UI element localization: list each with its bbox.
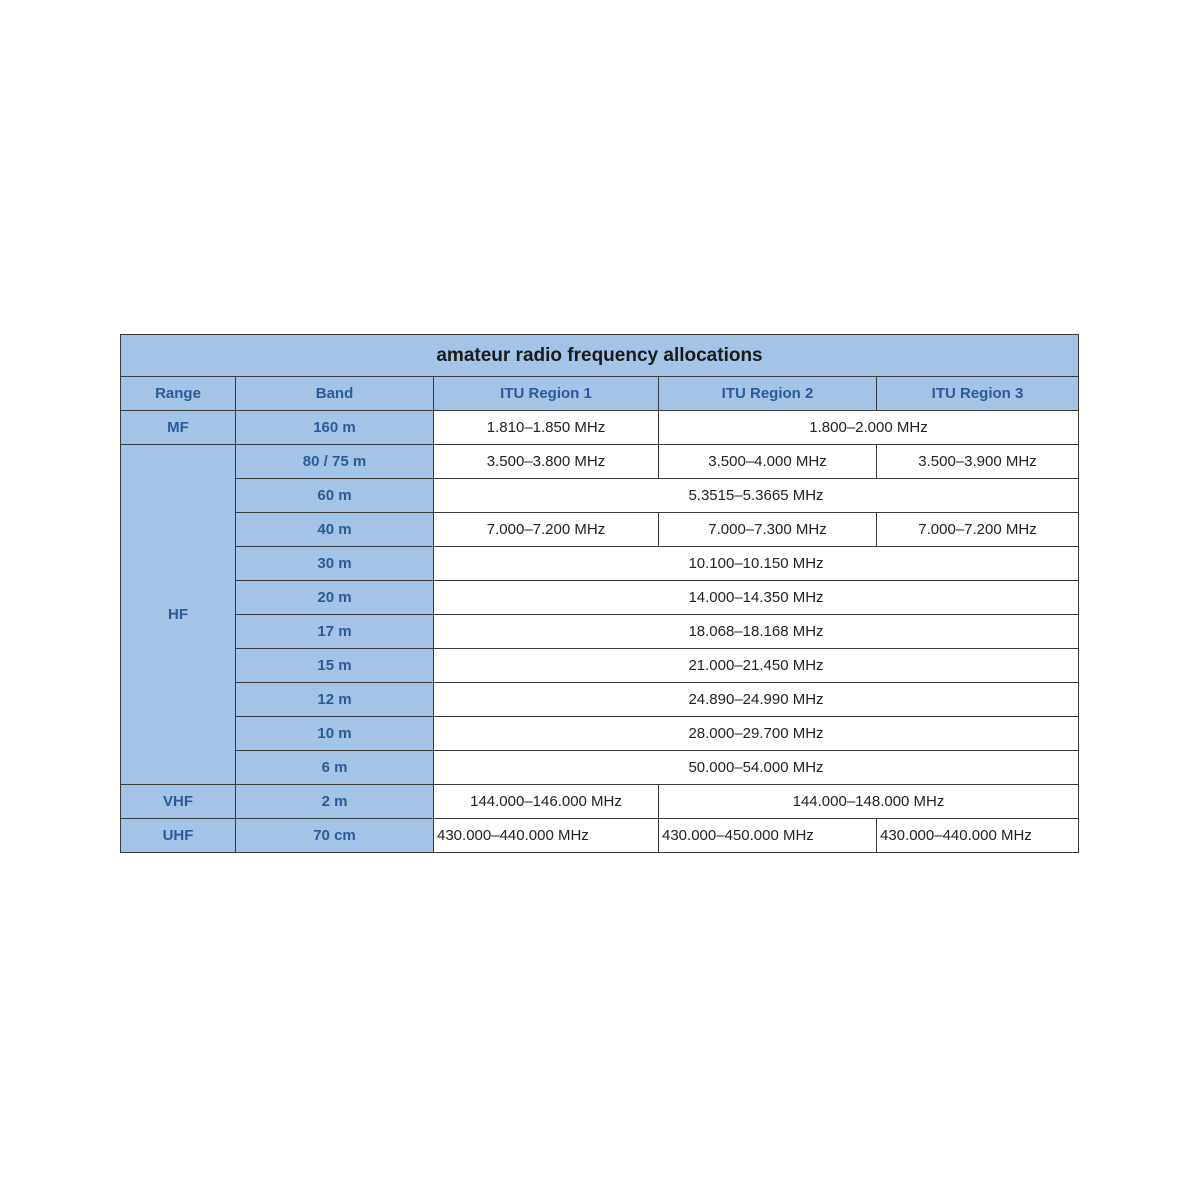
table-row xyxy=(121,411,1079,445)
all-regions-cell: 50.000–54.000 MHz xyxy=(434,751,1079,785)
title-row xyxy=(121,335,1079,377)
table-row xyxy=(121,445,1079,479)
region-2-cell: 430.000–450.000 MHz xyxy=(659,819,877,853)
table-row xyxy=(121,683,1079,717)
region-1-cell: 1.810–1.850 MHz xyxy=(434,411,659,445)
all-regions-cell: 21.000–21.450 MHz xyxy=(434,649,1079,683)
band-cell: 2 m xyxy=(236,785,434,819)
region-3-cell: 430.000–440.000 MHz xyxy=(877,819,1079,853)
all-regions-cell: 14.000–14.350 MHz xyxy=(434,581,1079,615)
region-1-cell: 144.000–146.000 MHz xyxy=(434,785,659,819)
band-cell: 40 m xyxy=(236,513,434,547)
all-regions-cell: 24.890–24.990 MHz xyxy=(434,683,1079,717)
region-1-cell: 7.000–7.200 MHz xyxy=(434,513,659,547)
header-itu-region-1: ITU Region 1 xyxy=(434,377,659,411)
table-row xyxy=(121,717,1079,751)
range-cell-hf: HF xyxy=(121,445,236,785)
table-row xyxy=(121,581,1079,615)
header-itu-region-3: ITU Region 3 xyxy=(877,377,1079,411)
range-cell-vhf: VHF xyxy=(121,785,236,819)
band-cell: 10 m xyxy=(236,717,434,751)
table-row xyxy=(121,785,1079,819)
table-row xyxy=(121,547,1079,581)
region-3-cell: 3.500–3.900 MHz xyxy=(877,445,1079,479)
range-cell-uhf: UHF xyxy=(121,819,236,853)
band-cell: 60 m xyxy=(236,479,434,513)
band-cell: 15 m xyxy=(236,649,434,683)
band-cell: 12 m xyxy=(236,683,434,717)
band-cell: 160 m xyxy=(236,411,434,445)
frequency-allocation-table xyxy=(120,334,1079,853)
band-cell: 30 m xyxy=(236,547,434,581)
band-cell: 70 cm xyxy=(236,819,434,853)
region-2-cell: 7.000–7.300 MHz xyxy=(659,513,877,547)
all-regions-cell: 18.068–18.168 MHz xyxy=(434,615,1079,649)
range-cell-mf: MF xyxy=(121,411,236,445)
header-band: Band xyxy=(236,377,434,411)
table-row xyxy=(121,751,1079,785)
region-1-cell: 3.500–3.800 MHz xyxy=(434,445,659,479)
band-cell: 20 m xyxy=(236,581,434,615)
table-row xyxy=(121,513,1079,547)
all-regions-cell: 28.000–29.700 MHz xyxy=(434,717,1079,751)
region-1-cell: 430.000–440.000 MHz xyxy=(434,819,659,853)
region-2-cell: 3.500–4.000 MHz xyxy=(659,445,877,479)
band-cell: 80 / 75 m xyxy=(236,445,434,479)
table-row xyxy=(121,819,1079,853)
table-row xyxy=(121,615,1079,649)
header-range: Range xyxy=(121,377,236,411)
table-row xyxy=(121,479,1079,513)
region-2-3-cell: 144.000–148.000 MHz xyxy=(659,785,1079,819)
all-regions-cell: 10.100–10.150 MHz xyxy=(434,547,1079,581)
all-regions-cell: 5.3515–5.3665 MHz xyxy=(434,479,1079,513)
table-row xyxy=(121,649,1079,683)
header-row xyxy=(121,377,1079,411)
table-title: amateur radio frequency allocations xyxy=(121,335,1079,377)
region-2-3-cell: 1.800–2.000 MHz xyxy=(659,411,1079,445)
header-itu-region-2: ITU Region 2 xyxy=(659,377,877,411)
band-cell: 17 m xyxy=(236,615,434,649)
region-3-cell: 7.000–7.200 MHz xyxy=(877,513,1079,547)
band-cell: 6 m xyxy=(236,751,434,785)
